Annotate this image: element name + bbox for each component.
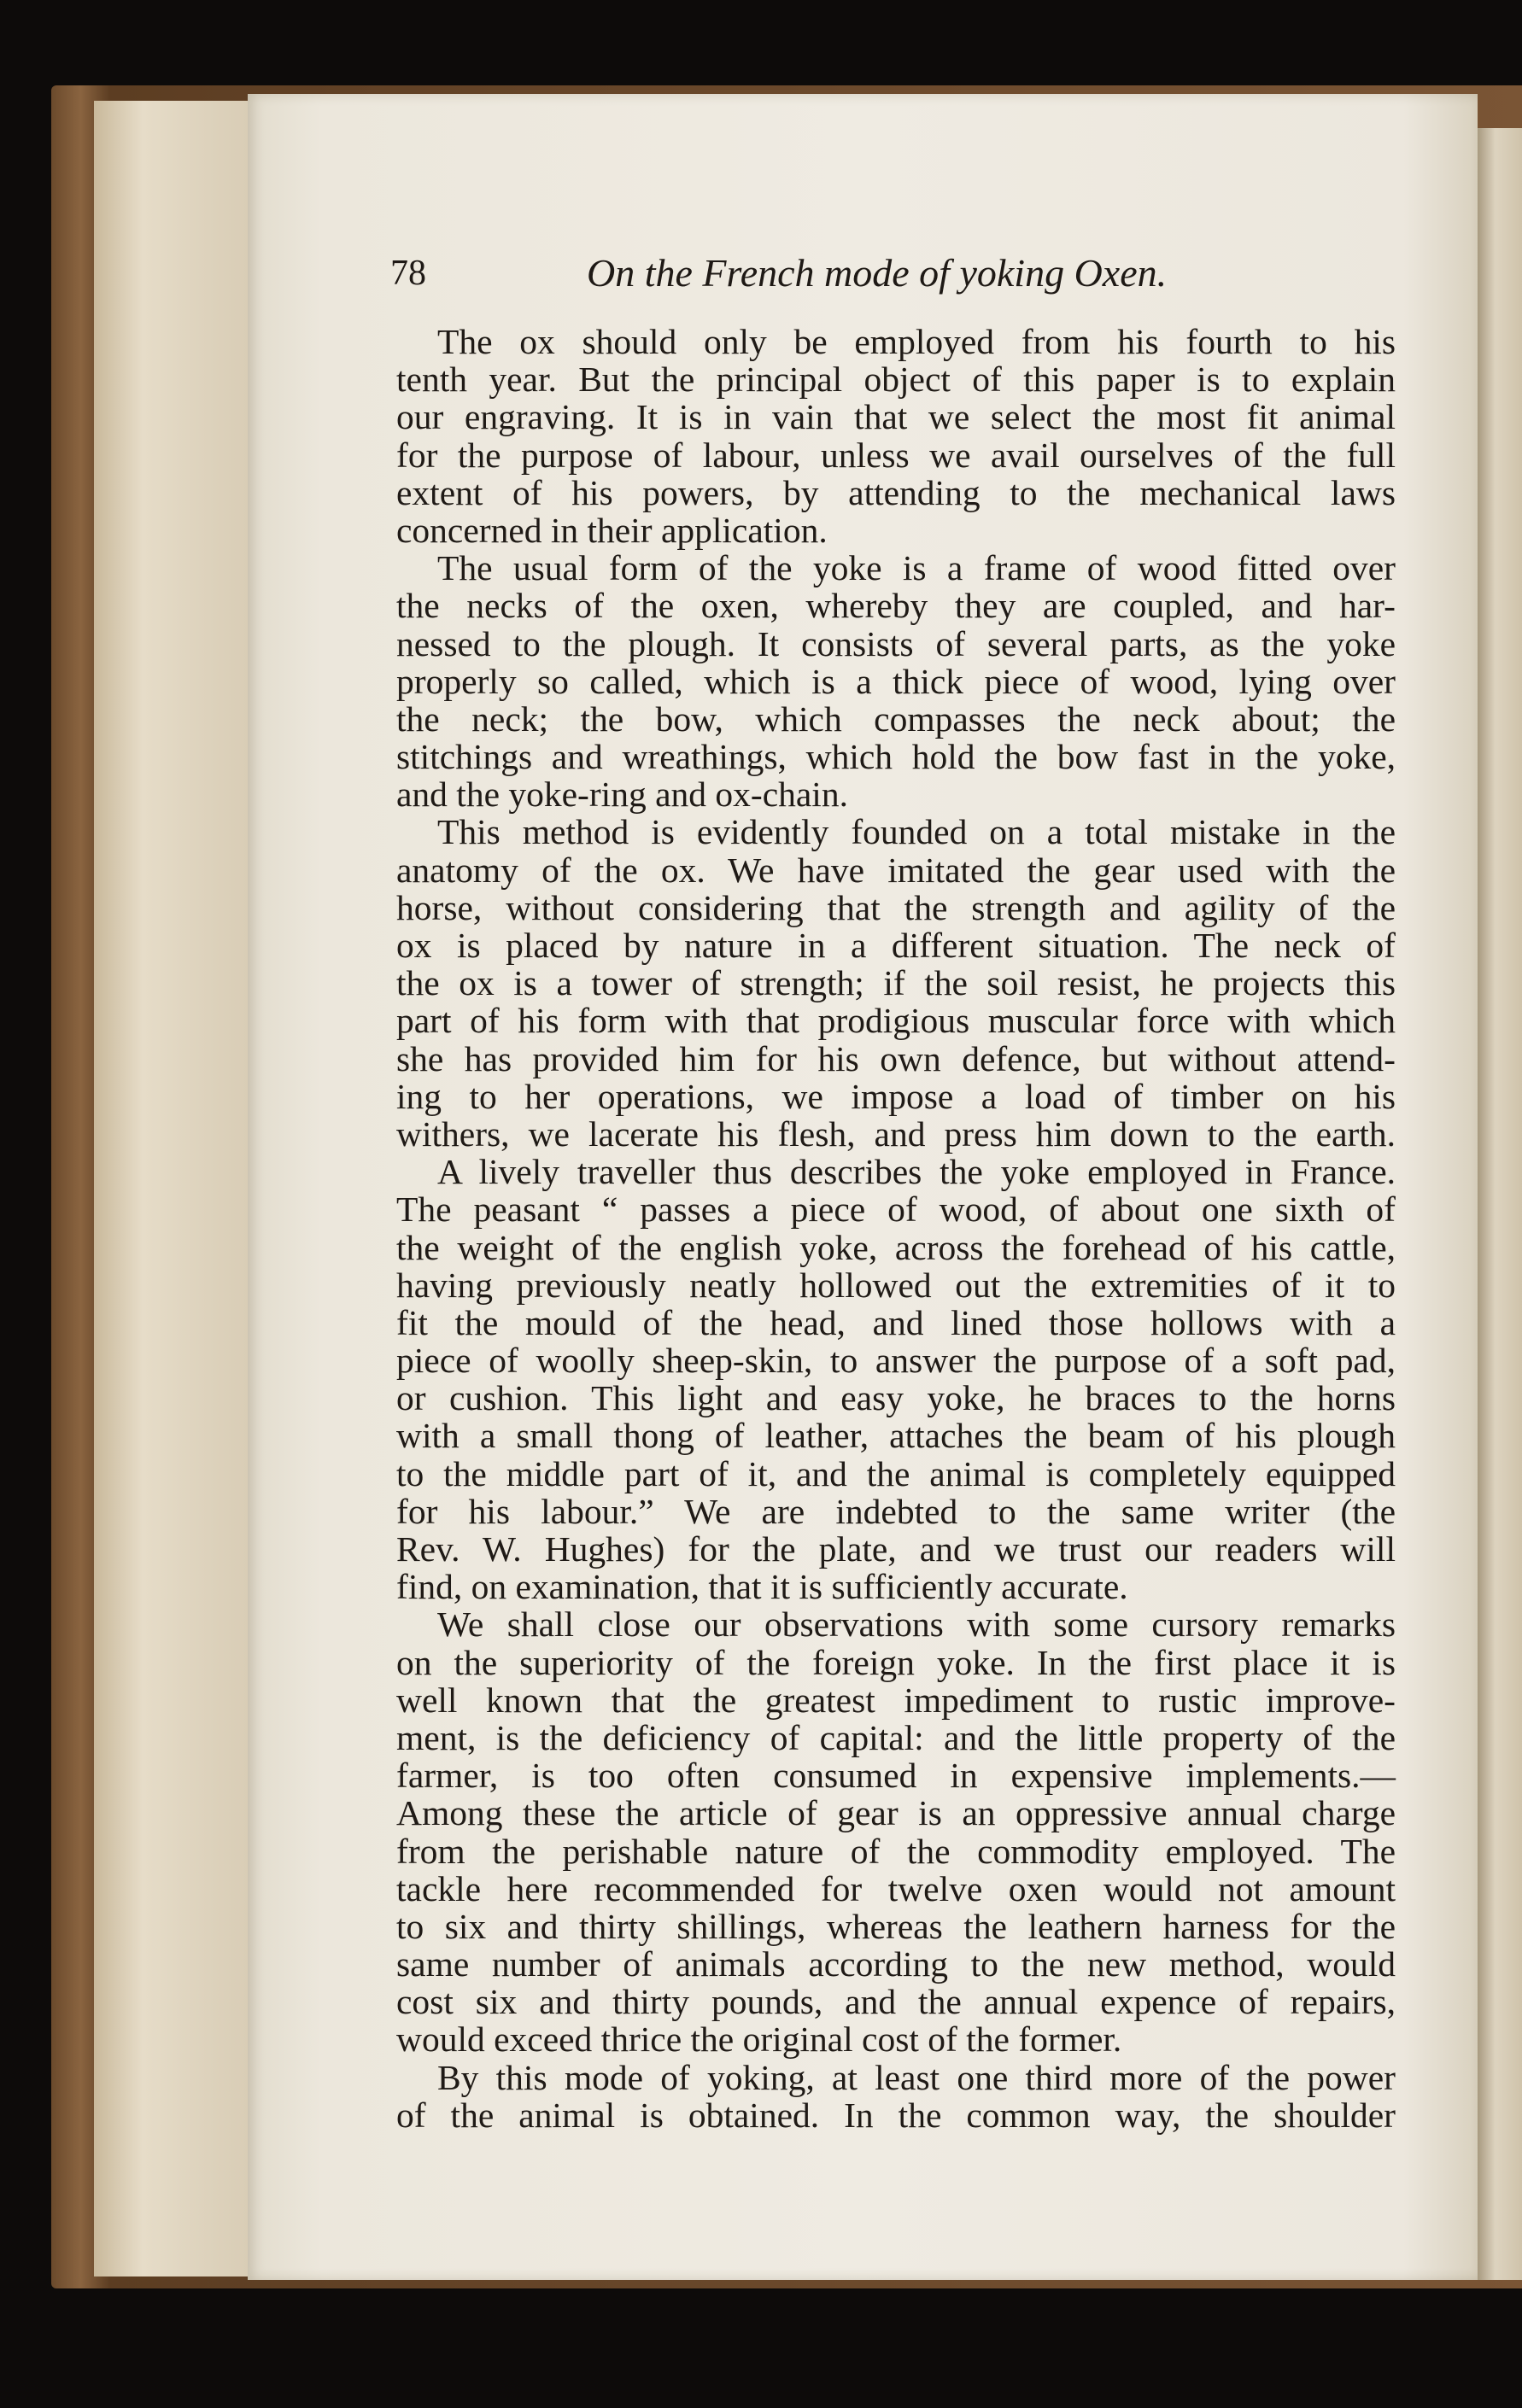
text-line: part of his form with that prodigious muscular force with which — [396, 1001, 1396, 1041]
text-line: Among these the article of gear is an oppressive annual charge — [396, 1793, 1396, 1833]
text-line: tackle here recommended for twelve oxen would not amount — [396, 1868, 1396, 1908]
text-line: find, on examination, that it is sufficiently accurate. — [396, 1567, 1128, 1607]
page-edges-left — [94, 101, 256, 2276]
text-line: of the animal is obtained. In the common way, the shoulder — [396, 2095, 1396, 2135]
text-line: with a small thong of leather, attaches the beam of his plough — [396, 1416, 1396, 1456]
body-text — [396, 323, 1396, 2134]
text-line: horse, without considering that the strength and agility of the — [396, 887, 1396, 927]
text-line: A lively traveller thus describes the yoke employed in France. — [437, 1152, 1396, 1192]
text-line: Rev. W. Hughes) for the plate, and we trust our readers will — [396, 1529, 1396, 1569]
text-line: the neck; the bow, which compasses the neck about; the — [396, 698, 1396, 739]
running-head: On the French mode of yoking Oxen. — [587, 251, 1168, 295]
text-line: cost six and thirty pounds, and the annual expence of repairs, — [396, 1982, 1396, 2022]
text-line: concerned in their application. — [396, 510, 828, 550]
text-line: the weight of the english yoke, across the forehead of his cattle, — [396, 1227, 1396, 1267]
text-line: for his labour.” We are indebted to the same writer (the — [396, 1491, 1396, 1531]
text-line: for the purpose of labour, unless we avail ourselves of the full — [396, 435, 1396, 475]
text-line: piece of woolly sheep-skin, to answer the purpose of a soft pad, — [396, 1341, 1396, 1381]
text-line: she has provided him for his own defence, but without attend- — [396, 1038, 1396, 1078]
text-line: ing to her operations, we impose a load of timber on his — [396, 1076, 1396, 1116]
text-line: anatomy of the ox. We have imitated the gear used with the — [396, 850, 1396, 890]
text-line: to six and thirty shillings, whereas the leathern harness for the — [396, 1906, 1396, 1946]
text-line: withers, we lacerate his flesh, and press him down to the earth. — [396, 1113, 1396, 1154]
text-line: from the perishable nature of the commodity employed. The — [396, 1831, 1396, 1871]
text-line: This method is evidently founded on a total mistake in the — [437, 812, 1396, 852]
text-line: stitchings and wreathings, which hold the bow fast in the yoke, — [396, 737, 1396, 777]
text-line: The ox should only be employed from his fourth to his — [437, 322, 1396, 361]
text-line: to the middle part of it, and the animal is completely equipped — [396, 1453, 1396, 1493]
text-line: extent of his powers, by attending to the mechanical laws — [396, 472, 1396, 512]
text-line: fit the mould of the head, and lined those hollows with a — [396, 1302, 1396, 1342]
text-line: The peasant “ passes a piece of wood, of about one sixth of — [396, 1189, 1396, 1230]
page-header — [390, 248, 1168, 307]
text-line: our engraving. It is in vain that we select the most fit animal — [396, 397, 1396, 437]
text-line: the necks of the oxen, whereby they are coupled, and har- — [396, 586, 1396, 626]
text-line: ment, is the deficiency of capital: and the little property of the — [396, 1717, 1396, 1757]
text-line: The usual form of the yoke is a frame of wood fitted over — [437, 548, 1396, 588]
text-line: or cushion. This light and easy yoke, he braces to the horns — [396, 1378, 1396, 1418]
text-line: ox is placed by nature in a different situation. The neck of — [396, 926, 1396, 965]
text-line: on the superiority of the foreign yoke. In the first place it is — [396, 1642, 1396, 1682]
text-line: properly so called, which is a thick piece of wood, lying over — [396, 661, 1396, 701]
text-line: having previously neatly hollowed out the extremities of it to — [396, 1265, 1396, 1305]
text-line: the ox is a tower of strength; if the soil resist, he projects this — [396, 963, 1396, 1003]
text-line: well known that the greatest impediment to rustic improve- — [396, 1680, 1396, 1720]
text-line: We shall close our observations with some cursory remarks — [437, 1604, 1396, 1645]
text-line: would exceed thrice the original cost of the former. — [396, 2019, 1122, 2060]
text-line: same number of animals according to the new method, would — [396, 1944, 1396, 1984]
text-line: farmer, is too often consumed in expensive implements.— — [396, 1756, 1396, 1796]
text-line: By this mode of yoking, at least one third more of the power — [437, 2057, 1396, 2097]
text-line: nessed to the plough. It consists of several parts, as the yoke — [396, 623, 1396, 663]
page-edges-right — [1478, 128, 1522, 2280]
text-line: tenth year. But the principal object of this paper is to explain — [396, 359, 1396, 400]
text-line: and the yoke-ring and ox-chain. — [396, 774, 848, 815]
page-number: 78 — [390, 254, 426, 293]
